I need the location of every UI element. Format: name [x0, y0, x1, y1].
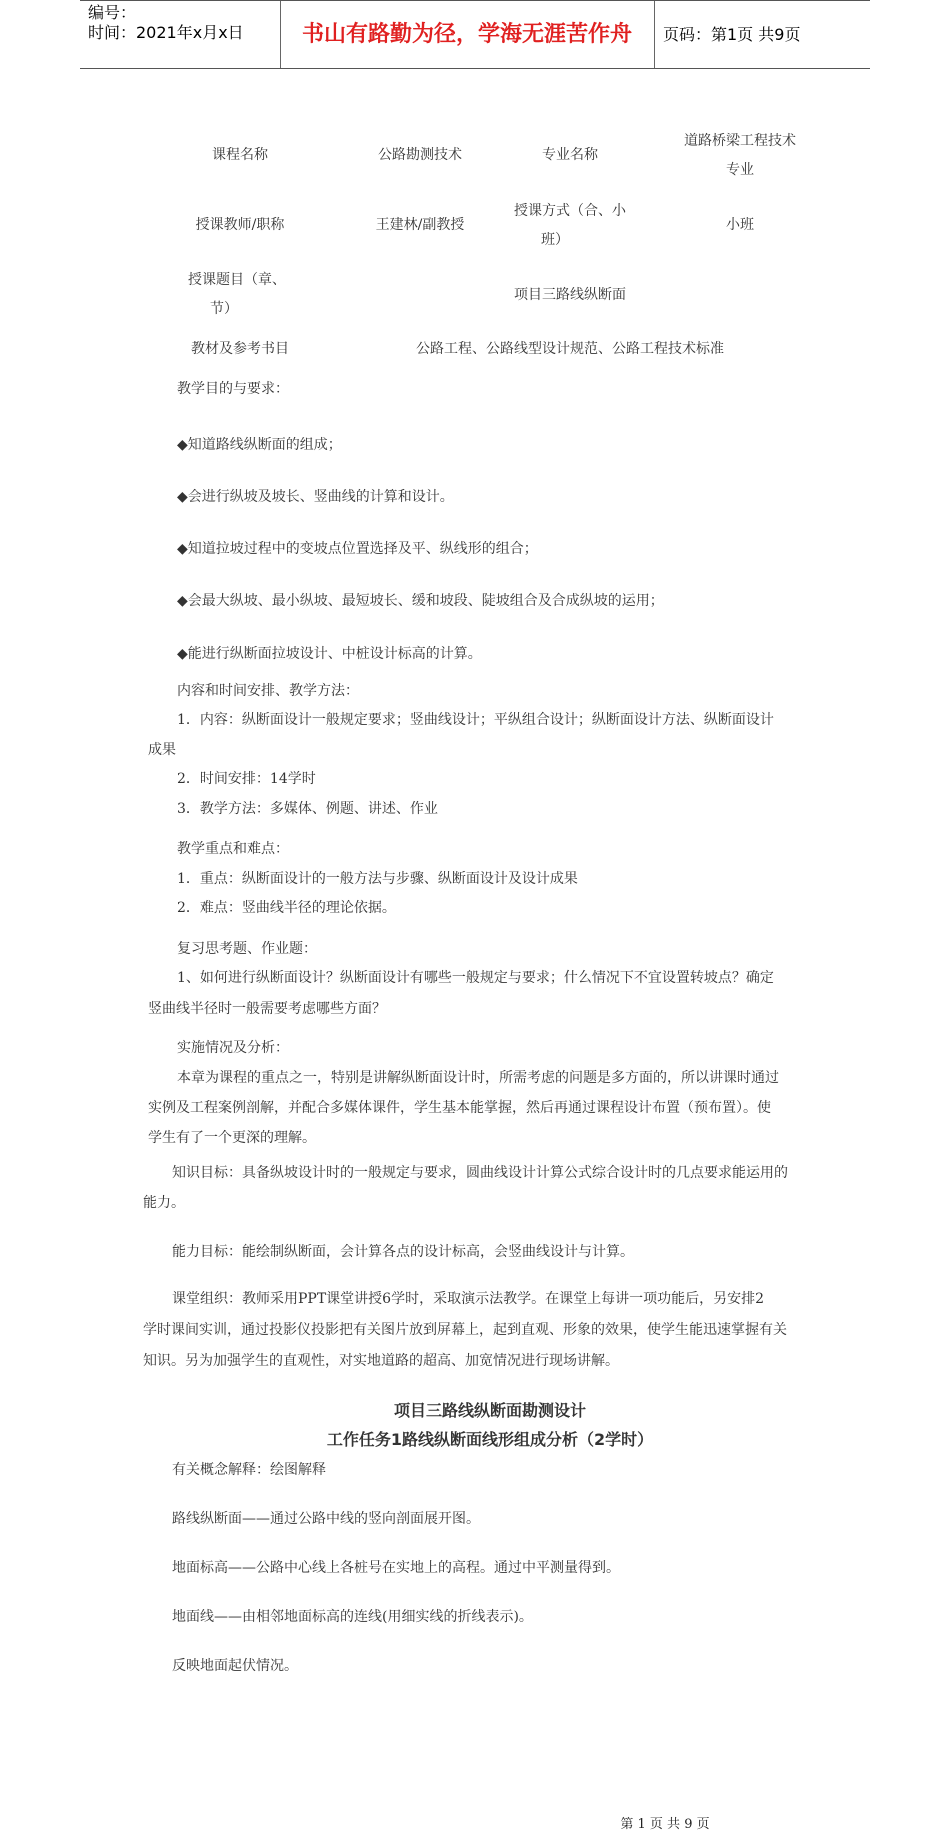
- page-footer: 第 1 页 共 9 页: [620, 1817, 710, 1832]
- arrangement-content-line-1: 1．内容：纵断面设计一般规定要求；竖曲线设计；平纵组合设计；纵断面设计方法、纵断面设计: [177, 712, 774, 728]
- teacher-label: 授课教师/职称: [195, 217, 285, 233]
- header-divider: [654, 1, 655, 68]
- document-time-label: 时间：2021年x月x日: [88, 23, 244, 42]
- objectives-title: 教学目的与要求：: [177, 381, 289, 397]
- topic-label-line-2: 节）: [210, 301, 238, 317]
- concept-definition: 反映地面起伏情况。: [172, 1658, 298, 1674]
- textbook-value: 公路工程、公路线型设计规范、公路工程技术标准: [416, 341, 724, 357]
- knowledge-goal-line-1: 知识目标：具备纵坡设计时的一般规定与要求，圆曲线设计计算公式综合设计时的几点要求能运用的: [172, 1165, 788, 1181]
- course-name-value: 公路勘测技术: [378, 147, 462, 163]
- objective-item: ◆知道拉坡过程中的变坡点位置选择及平、纵线形的组合；: [177, 541, 538, 557]
- arrangement-time: 2．时间安排：14学时: [177, 771, 316, 787]
- arrangement-title: 内容和时间安排、教学方法：: [177, 683, 359, 699]
- objective-item: ◆会进行纵坡及坡长、竖曲线的计算和设计。: [177, 489, 454, 505]
- header-motto: 书山有路勤为径，学海无涯苦作舟: [301, 22, 632, 47]
- topic-label-line-1: 授课题目（章、: [188, 272, 286, 288]
- concept-definition: 地面线——由相邻地面标高的连线(用细实线的折线表示)。: [172, 1609, 533, 1625]
- key-points-title: 教学重点和难点：: [177, 841, 289, 857]
- concept-definition: 地面标高——公路中心线上各桩号在实地上的高程。通过中平测量得到。: [172, 1560, 620, 1576]
- task-title: 工作任务1路线纵断面线形组成分析（2学时）: [326, 1430, 654, 1449]
- header-meta: [88, 3, 280, 43]
- difficult-point: 2．难点：竖曲线半径的理论依据。: [177, 900, 396, 916]
- mode-label-line-1: 授课方式（合、小: [514, 203, 626, 219]
- organization-line-2: 学时课间实训，通过投影仪投影把有关图片放到屏幕上，起到直观、形象的效果，使学生能迅速掌握有关: [143, 1322, 787, 1338]
- arrangement-method: 3．教学方法：多媒体、例题、讲述、作业: [177, 801, 438, 817]
- concept-definition: 路线纵断面——通过公路中线的竖向剖面展开图。: [172, 1511, 480, 1527]
- organization-line-3: 知识。另为加强学生的直观性，对实地道路的超高、加宽情况进行现场讲解。: [143, 1353, 619, 1369]
- implementation-line-2: 实例及工程案例剖解，并配合多媒体课件，学生基本能掌握，然后再通过课程设计布置（预布置）。使: [148, 1100, 771, 1116]
- section-title: 项目三路线纵断面勘测设计: [393, 1401, 586, 1420]
- arrangement-content-line-2: 成果: [148, 742, 176, 758]
- review-question-line-1: 1、如何进行纵断面设计？纵断面设计有哪些一般规定与要求；什么情况下不宜设置转坡点？确定: [177, 970, 774, 986]
- page-counter: 页码：第1页 共9页: [663, 25, 801, 44]
- objective-item: ◆知道路线纵断面的组成；: [177, 437, 342, 453]
- implementation-line-3: 学生有了一个更深的理解。: [148, 1130, 316, 1146]
- review-title: 复习思考题、作业题：: [177, 941, 317, 957]
- concepts-intro: 有关概念解释：绘图解释: [172, 1462, 326, 1478]
- review-question-line-2: 竖曲线半径时一般需要考虑哪些方面？: [148, 1001, 386, 1017]
- implementation-line-1: 本章为课程的重点之一，特别是讲解纵断面设计时，所需考虑的问题是多方面的，所以讲课时通过: [177, 1070, 779, 1086]
- major-value-line-2: 专业: [726, 162, 754, 178]
- key-point: 1．重点：纵断面设计的一般方法与步骤、纵断面设计及设计成果: [177, 871, 578, 887]
- ability-goal: 能力目标：能绘制纵断面，会计算各点的设计标高，会竖曲线设计与计算。: [172, 1244, 634, 1260]
- major-value-line-1: 道路桥梁工程技术: [684, 133, 796, 149]
- implementation-title: 实施情况及分析：: [177, 1040, 289, 1056]
- document-number-label: 编号：: [88, 3, 137, 22]
- knowledge-goal-line-2: 能力。: [143, 1195, 185, 1211]
- mode-value: 小班: [726, 217, 754, 233]
- major-label: 专业名称: [542, 147, 598, 163]
- topic-value: 项目三路线纵断面: [514, 287, 626, 303]
- textbook-label: 教材及参考书目: [191, 341, 289, 357]
- objective-item: ◆会最大纵坡、最小纵坡、最短坡长、缓和坡段、陡坡组合及合成纵坡的运用；: [177, 593, 664, 609]
- course-name-label: 课程名称: [212, 147, 268, 163]
- page-header: [80, 0, 870, 69]
- mode-label-line-2: 班）: [541, 232, 569, 248]
- organization-line-1: 课堂组织：教师采用PPT课堂讲授6学时，采取演示法教学。在课堂上每讲一项功能后，另安排2: [172, 1291, 764, 1307]
- teacher-value: 王建林/副教授: [375, 217, 465, 233]
- objective-item: ◆能进行纵断面拉坡设计、中桩设计标高的计算。: [177, 646, 482, 662]
